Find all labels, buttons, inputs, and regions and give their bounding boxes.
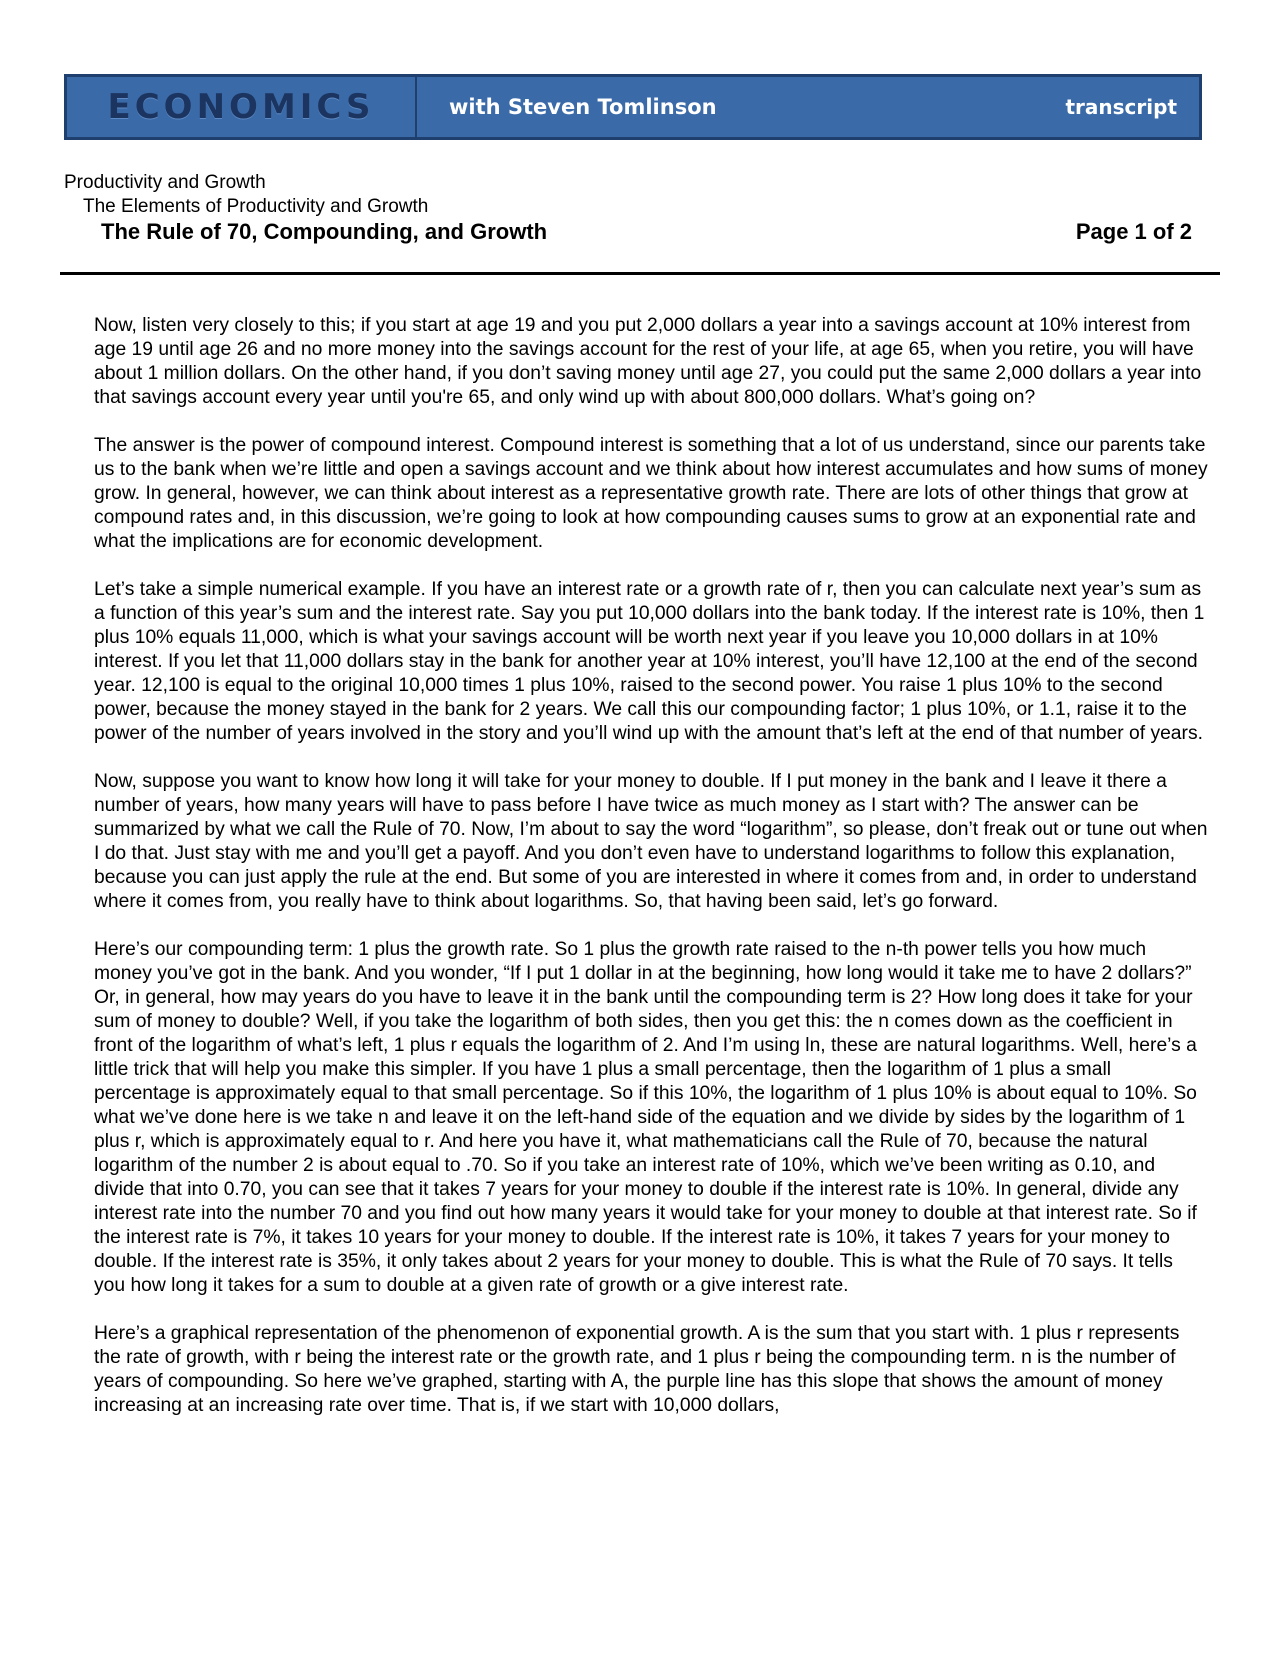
paragraph: Here’s our compounding term: 1 plus the growth rate. So 1 plus the growth rate raised to the n-th power tells you how much money you’ve got in the bank. And you wonder, “If I put 1 dollar in at the beginning, how long would it take me to have 2 dollars?” Or, in general, how may years do you have to leave it in the bank until the compounding term is 2? How long does it take for your sum of money to double? Well, if you take the logarithm of both sides, then you get this: the n comes down as the coefficient in front of the logarithm of what’s left, 1 plus r equals the logarithm of 2. And I’m using ln, these are natural logarithms. Well, here’s a little trick that will help you make this simpler. If you have 1 plus a small percentage, then the logarithm of 1 plus a small percentage is approximately equal to that small percentage. So if this 10%, the logarithm of 1 plus 10% is about equal to 10%. So what we’ve done here is we take n and leave it on the left-hand side of the equation and we divide by sides by the logarithm of 1 plus r, which is approximately equal to r. And here you have it, what mathematicians call the Rule of 70, because the natural logarithm of the number 2 is about equal to .70. So if you take an interest rate of 10%, which we’ve been writing as 0.10, and divide that into 0.70, you can see that it takes 7 years for your money to double if the interest rate is 10%. In general, divide any interest rate into the number 70 and you find out how many years it would take for your money to double at that interest rate. So if the interest rate is 7%, it takes 10 years for your money to double. If the interest rate is 10%, it takes 7 years for your money to double. If the interest rate is 35%, it only takes about 2 years for your money to double. This is what the Rule of 70 says. It tells you how long it takes for a sum to double at a given rate of growth or a give interest rate. <box>94 939 1197 1296</box>
breadcrumb-course: Productivity and Growth <box>64 172 266 193</box>
transcript-body <box>94 314 1208 1442</box>
economics-logo <box>67 77 417 137</box>
logo-text: ECONOMICS <box>107 87 375 127</box>
paragraph: The answer is the power of compound interest. Compound interest is something that a lot of us understand, since our parents take us to the bank when we’re little and open a savings account and we think about how interest accumulates and how sums of money grow. In general, however, we can think about interest as a representative growth rate. There are lots of other things that grow at compound rates and, in this discussion, we’re going to look at how compounding causes sums to grow at an exponential rate and what the implications are for economic development. <box>94 435 1208 552</box>
header-banner <box>64 74 1202 140</box>
paragraph: Here’s a graphical representation of the phenomenon of exponential growth. A is the sum that you start with. 1 plus r represents the rate of growth, with r being the interest rate or the growth rate, and 1 plus r being the compounding term. n is the number of years of compounding. So here we’ve graphed, starting with A, the purple line has this slope that shows the amount of money increasing at an increasing rate over time. That is, if we start with 10,000 dollars, <box>94 1323 1180 1416</box>
paragraph: Now, listen very closely to this; if you start at age 19 and you put 2,000 dollars a year into a savings account at 10% interest from age 19 until age 26 and no more money into the savings account for the rest of your life, at age 65, when you retire, you will have about 1 million dollars. On the other hand, if you don’t saving money until age 27, you could put the same 2,000 dollars a year into that savings account every year until you're 65, and only wind up with about 800,000 dollars. What’s going on? <box>94 315 1202 408</box>
page-number: Page 1 of 2 <box>1075 219 1192 244</box>
transcript-label: transcript <box>1065 95 1177 119</box>
instructor-subtitle: with Steven Tomlinson <box>449 95 717 119</box>
paragraph: Now, suppose you want to know how long it will take for your money to double. If I put money in the bank and I leave it there a number of years, how many years will have to pass before I have twice as much money as I start with? The answer can be summarized by what we call the Rule of 70. Now, I’m about to say the word “logarithm”, so please, don’t freak out or tune out when I do that. Just stay with me and you’ll get a payoff. And you don’t even have to understand logarithms to follow this explanation, because you can just apply the rule at the end. But some of you are interested in where it comes from and, in order to understand where it comes from, you really have to think about logarithms. So, that having been said, let’s go forward. <box>94 771 1208 912</box>
paragraph: Let’s take a simple numerical example. If you have an interest rate or a growth rate of r, then you can calculate next year’s sum as a function of this year’s sum and the interest rate. Say you put 10,000 dollars into the bank today. If the interest rate is 10%, then 1 plus 10% equals 11,000, which is what your savings account will be worth next year if you leave you 10,000 dollars in at 10% interest. If you let that 11,000 dollars stay in the bank for another year at 10% interest, you’ll have 12,100 at the end of the second year. 12,100 is equal to the original 10,000 times 1 plus 10%, raised to the second power. You raise 1 plus 10% to the second power, because the money stayed in the bank for 2 years. We call this our compounding factor; 1 plus 10%, or 1.1, raise it to the power of the number of years involved in the story and you’ll wind up with the amount that’s left at the end of that number of years. <box>94 579 1205 744</box>
header-divider <box>60 272 1220 275</box>
breadcrumb-section: The Elements of Productivity and Growth <box>83 196 429 217</box>
page-title: The Rule of 70, Compounding, and Growth <box>101 219 548 244</box>
